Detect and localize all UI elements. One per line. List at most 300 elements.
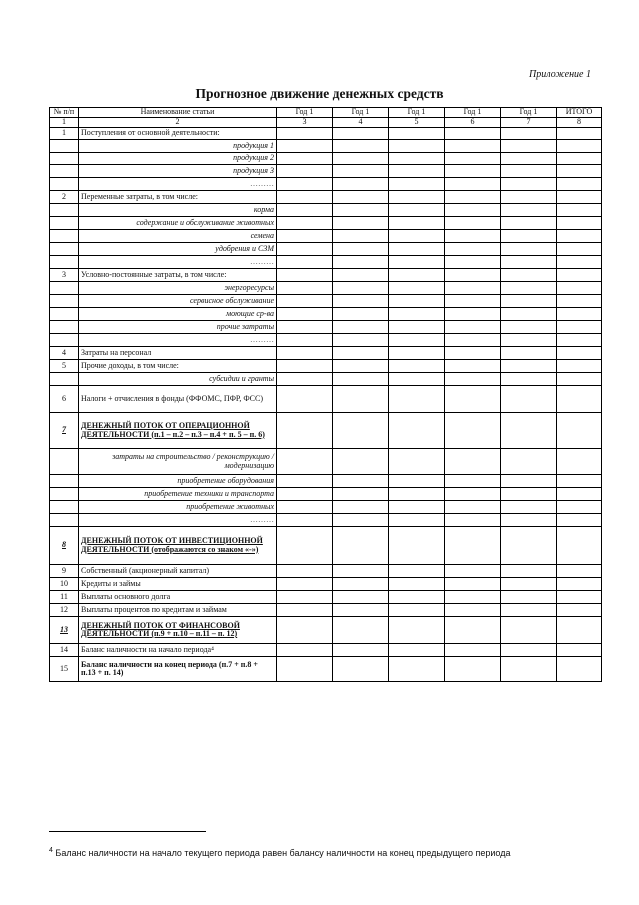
table-row (50, 217, 602, 230)
value-cell (333, 321, 389, 334)
value-cell (333, 501, 389, 514)
value-cell (333, 657, 389, 682)
row-number (50, 514, 79, 527)
value-cell (333, 347, 389, 360)
table-row (50, 501, 602, 514)
row-name: затраты на строительство / реконструкцию / модернизацию (79, 449, 277, 475)
row-number (50, 140, 79, 153)
value-cell (445, 565, 501, 578)
value-cell (333, 591, 389, 604)
row-name: продукция 1 (79, 140, 277, 153)
value-cell (333, 295, 389, 308)
header-year: Год 1 (333, 108, 389, 118)
value-cell (557, 514, 602, 527)
row-number (50, 165, 79, 178)
value-cell (389, 657, 445, 682)
value-cell (501, 565, 557, 578)
table-row (50, 617, 602, 644)
value-cell (557, 128, 602, 140)
value-cell (333, 413, 389, 449)
value-cell (501, 178, 557, 191)
value-cell (333, 256, 389, 269)
row-name: корма (79, 204, 277, 217)
value-cell (333, 527, 389, 565)
row-number: 14 (50, 644, 79, 657)
table-row (50, 204, 602, 217)
table-row (50, 128, 602, 140)
column-number: 5 (389, 118, 445, 128)
table-row (50, 449, 602, 475)
row-number: 15 (50, 657, 79, 682)
value-cell (445, 217, 501, 230)
row-number: 8 (50, 527, 79, 565)
value-cell (557, 165, 602, 178)
row-name: Условно-постоянные затраты, в том числе: (79, 269, 277, 282)
value-cell (445, 140, 501, 153)
value-cell (333, 178, 389, 191)
footnote-divider (49, 831, 206, 832)
value-cell (277, 321, 333, 334)
value-cell (557, 373, 602, 386)
footnote-text: Баланс наличности на начало текущего периода равен балансу наличности на конец предыдущего периода (55, 848, 511, 858)
row-number: 13 (50, 617, 79, 644)
row-number (50, 334, 79, 347)
row-number: 3 (50, 269, 79, 282)
header-number: № п/п (50, 108, 79, 118)
value-cell (389, 591, 445, 604)
value-cell (333, 617, 389, 644)
table-row (50, 373, 602, 386)
value-cell (557, 527, 602, 565)
row-number: 5 (50, 360, 79, 373)
value-cell (557, 140, 602, 153)
table-row (50, 527, 602, 565)
table-row (50, 321, 602, 334)
value-cell (389, 373, 445, 386)
column-number: 4 (333, 118, 389, 128)
value-cell (557, 644, 602, 657)
value-cell (445, 178, 501, 191)
row-name (79, 617, 277, 644)
value-cell (277, 591, 333, 604)
row-number: 4 (50, 347, 79, 360)
row-name: Кредиты и займы (79, 578, 277, 591)
value-cell (501, 413, 557, 449)
value-cell (277, 475, 333, 488)
column-number: 2 (79, 118, 277, 128)
value-cell (557, 282, 602, 295)
value-cell (389, 308, 445, 321)
value-cell (445, 360, 501, 373)
value-cell (277, 204, 333, 217)
table-row (50, 191, 602, 204)
value-cell (501, 657, 557, 682)
row-name: энергоресурсы (79, 282, 277, 295)
value-cell (445, 191, 501, 204)
table-row (50, 295, 602, 308)
table-row (50, 488, 602, 501)
value-cell (445, 204, 501, 217)
value-cell (501, 243, 557, 256)
row-name: приобретение техники и транспорта (79, 488, 277, 501)
value-cell (557, 153, 602, 165)
value-cell (333, 449, 389, 475)
value-cell (333, 165, 389, 178)
value-cell (333, 230, 389, 243)
value-cell (557, 204, 602, 217)
header-name: Наименование статьи (79, 108, 277, 118)
value-cell (277, 501, 333, 514)
value-cell (501, 153, 557, 165)
value-cell (389, 128, 445, 140)
value-cell (277, 360, 333, 373)
value-cell (445, 578, 501, 591)
value-cell (557, 191, 602, 204)
row-name: Переменные затраты, в том числе: (79, 191, 277, 204)
row-number: 6 (50, 386, 79, 413)
value-cell (501, 475, 557, 488)
value-cell (557, 360, 602, 373)
value-cell (277, 578, 333, 591)
value-cell (557, 591, 602, 604)
value-cell (445, 256, 501, 269)
table-row (50, 334, 602, 347)
row-number (50, 217, 79, 230)
value-cell (557, 178, 602, 191)
value-cell (277, 140, 333, 153)
value-cell (557, 347, 602, 360)
value-cell (389, 256, 445, 269)
row-name: семена (79, 230, 277, 243)
value-cell (445, 413, 501, 449)
value-cell (333, 604, 389, 617)
value-cell (389, 501, 445, 514)
table-row (50, 360, 602, 373)
value-cell (277, 617, 333, 644)
table-row (50, 140, 602, 153)
cash-flow-table (49, 107, 602, 682)
row-name: Выплаты процентов по кредитам и займам (79, 604, 277, 617)
value-cell (277, 514, 333, 527)
value-cell (501, 128, 557, 140)
value-cell (501, 347, 557, 360)
row-number (50, 295, 79, 308)
row-name-main: ДЕНЕЖНЫЙ ПОТОК ОТ ФИНАНСОВОЙ ДЕЯТЕЛЬНОСТИ (81, 620, 240, 638)
value-cell (333, 269, 389, 282)
value-cell (445, 269, 501, 282)
value-cell (445, 373, 501, 386)
value-cell (557, 243, 602, 256)
value-cell (333, 308, 389, 321)
value-cell (557, 413, 602, 449)
table-row (50, 514, 602, 527)
value-cell (557, 269, 602, 282)
row-name: Собственный (акционерный капитал) (79, 565, 277, 578)
value-cell (389, 295, 445, 308)
value-cell (277, 165, 333, 178)
value-cell (501, 308, 557, 321)
header-year: Год 1 (277, 108, 333, 118)
value-cell (333, 373, 389, 386)
value-cell (445, 591, 501, 604)
value-cell (501, 644, 557, 657)
row-name: моющие ср-ва (79, 308, 277, 321)
row-name: субсидии и гранты (79, 373, 277, 386)
value-cell (333, 282, 389, 295)
value-cell (389, 191, 445, 204)
table-row (50, 282, 602, 295)
value-cell (333, 243, 389, 256)
value-cell (557, 449, 602, 475)
value-cell (445, 501, 501, 514)
value-cell (389, 347, 445, 360)
value-cell (445, 153, 501, 165)
row-number (50, 475, 79, 488)
row-number (50, 230, 79, 243)
value-cell (501, 334, 557, 347)
value-cell (389, 282, 445, 295)
table-row (50, 230, 602, 243)
value-cell (389, 578, 445, 591)
value-cell (501, 527, 557, 565)
value-cell (333, 204, 389, 217)
row-number (50, 321, 79, 334)
value-cell (501, 282, 557, 295)
row-name: Баланс наличности на начало периода⁴ (79, 644, 277, 657)
value-cell (445, 527, 501, 565)
value-cell (445, 295, 501, 308)
value-cell (445, 243, 501, 256)
row-name: Поступления от основной деятельности: (79, 128, 277, 140)
row-name: ……… (79, 334, 277, 347)
row-name-note: (п.1 – п.2 – п.3 – п.4 + п. 5 – п. 6) (149, 429, 265, 439)
value-cell (557, 475, 602, 488)
value-cell (445, 321, 501, 334)
table-row (50, 256, 602, 269)
table-row (50, 243, 602, 256)
column-number: 8 (557, 118, 602, 128)
table-row (50, 165, 602, 178)
value-cell (501, 449, 557, 475)
value-cell (501, 488, 557, 501)
value-cell (557, 501, 602, 514)
row-name: приобретение животных (79, 501, 277, 514)
value-cell (445, 230, 501, 243)
value-cell (501, 217, 557, 230)
table-row (50, 578, 602, 591)
value-cell (501, 591, 557, 604)
value-cell (277, 644, 333, 657)
table-row (50, 413, 602, 449)
value-cell (277, 217, 333, 230)
value-cell (389, 565, 445, 578)
value-cell (389, 413, 445, 449)
value-cell (333, 334, 389, 347)
value-cell (557, 488, 602, 501)
header-year: Год 1 (445, 108, 501, 118)
value-cell (501, 204, 557, 217)
column-number: 6 (445, 118, 501, 128)
value-cell (557, 308, 602, 321)
value-cell (445, 386, 501, 413)
value-cell (501, 269, 557, 282)
value-cell (501, 165, 557, 178)
value-cell (333, 360, 389, 373)
row-name: Баланс наличности на конец периода (п.7 + п.8 + п.13 + п. 14) (79, 657, 277, 682)
value-cell (501, 191, 557, 204)
value-cell (389, 165, 445, 178)
table-row (50, 591, 602, 604)
value-cell (389, 204, 445, 217)
row-name: ……… (79, 178, 277, 191)
value-cell (389, 153, 445, 165)
row-number (50, 204, 79, 217)
row-number (50, 308, 79, 321)
table-row (50, 604, 602, 617)
table-row (50, 475, 602, 488)
row-name (79, 413, 277, 449)
value-cell (333, 565, 389, 578)
row-number: 1 (50, 128, 79, 140)
value-cell (445, 282, 501, 295)
value-cell (557, 604, 602, 617)
value-cell (277, 347, 333, 360)
value-cell (333, 191, 389, 204)
row-number: 9 (50, 565, 79, 578)
value-cell (333, 140, 389, 153)
row-number (50, 501, 79, 514)
value-cell (277, 386, 333, 413)
value-cell (389, 321, 445, 334)
value-cell (389, 269, 445, 282)
row-name: продукция 3 (79, 165, 277, 178)
value-cell (389, 449, 445, 475)
value-cell (501, 295, 557, 308)
value-cell (557, 321, 602, 334)
row-number (50, 178, 79, 191)
row-name: Выплаты основного долга (79, 591, 277, 604)
header-year: Год 1 (389, 108, 445, 118)
row-number (50, 243, 79, 256)
value-cell (445, 617, 501, 644)
row-number: 2 (50, 191, 79, 204)
row-name: Прочие доходы, в том числе: (79, 360, 277, 373)
value-cell (277, 565, 333, 578)
row-number (50, 373, 79, 386)
value-cell (333, 578, 389, 591)
row-name: прочие затраты (79, 321, 277, 334)
value-cell (277, 269, 333, 282)
row-number (50, 256, 79, 269)
value-cell (501, 373, 557, 386)
value-cell (333, 128, 389, 140)
value-cell (557, 386, 602, 413)
value-cell (389, 527, 445, 565)
row-name: Налоги + отчисления в фонды (ФФОМС, ПФР, ФСС) (79, 386, 277, 413)
value-cell (445, 449, 501, 475)
value-cell (277, 191, 333, 204)
table-row (50, 347, 602, 360)
value-cell (277, 256, 333, 269)
value-cell (389, 360, 445, 373)
row-name: Затраты на персонал (79, 347, 277, 360)
value-cell (501, 578, 557, 591)
value-cell (557, 217, 602, 230)
row-number (50, 282, 79, 295)
value-cell (557, 578, 602, 591)
row-name-note: (отображаются со знаком «-») (149, 544, 259, 554)
header-year: Год 1 (501, 108, 557, 118)
value-cell (277, 308, 333, 321)
value-cell (277, 178, 333, 191)
row-number: 12 (50, 604, 79, 617)
value-cell (389, 334, 445, 347)
row-number: 10 (50, 578, 79, 591)
footnote-mark: 4 (49, 847, 53, 854)
table-row (50, 657, 602, 682)
value-cell (333, 644, 389, 657)
value-cell (277, 153, 333, 165)
value-cell (277, 527, 333, 565)
row-name-note: (п.9 + п.10 – п.11 – п. 12) (149, 629, 238, 638)
value-cell (445, 165, 501, 178)
value-cell (277, 449, 333, 475)
row-name: ……… (79, 514, 277, 527)
row-name-main: ДЕНЕЖНЫЙ ПОТОК ОТ ОПЕРАЦИОННОЙ ДЕЯТЕЛЬНОСТИ (81, 421, 250, 439)
value-cell (389, 514, 445, 527)
row-name: удобрения и СЗМ (79, 243, 277, 256)
value-cell (277, 488, 333, 501)
header-total: ИТОГО (557, 108, 602, 118)
value-cell (389, 243, 445, 256)
footnote (49, 846, 588, 859)
column-number: 7 (501, 118, 557, 128)
table-row (50, 153, 602, 165)
value-cell (389, 386, 445, 413)
value-cell (501, 386, 557, 413)
value-cell (389, 604, 445, 617)
row-number (50, 153, 79, 165)
value-cell (389, 617, 445, 644)
value-cell (333, 475, 389, 488)
value-cell (445, 308, 501, 321)
page-title: Прогнозное движение денежных средств (195, 86, 444, 101)
value-cell (445, 128, 501, 140)
value-cell (557, 334, 602, 347)
value-cell (277, 128, 333, 140)
table-row (50, 178, 602, 191)
value-cell (501, 501, 557, 514)
value-cell (501, 360, 557, 373)
value-cell (445, 334, 501, 347)
value-cell (277, 413, 333, 449)
row-number (50, 449, 79, 475)
row-name: сервисное обслуживание (79, 295, 277, 308)
value-cell (557, 617, 602, 644)
value-cell (445, 604, 501, 617)
value-cell (389, 488, 445, 501)
value-cell (333, 153, 389, 165)
value-cell (333, 386, 389, 413)
row-name: содержание и обслуживание животных (79, 217, 277, 230)
row-number: 7 (50, 413, 79, 449)
appendix-label: Приложение 1 (529, 69, 591, 80)
value-cell (557, 230, 602, 243)
value-cell (277, 373, 333, 386)
value-cell (501, 230, 557, 243)
value-cell (445, 657, 501, 682)
row-name (79, 527, 277, 565)
